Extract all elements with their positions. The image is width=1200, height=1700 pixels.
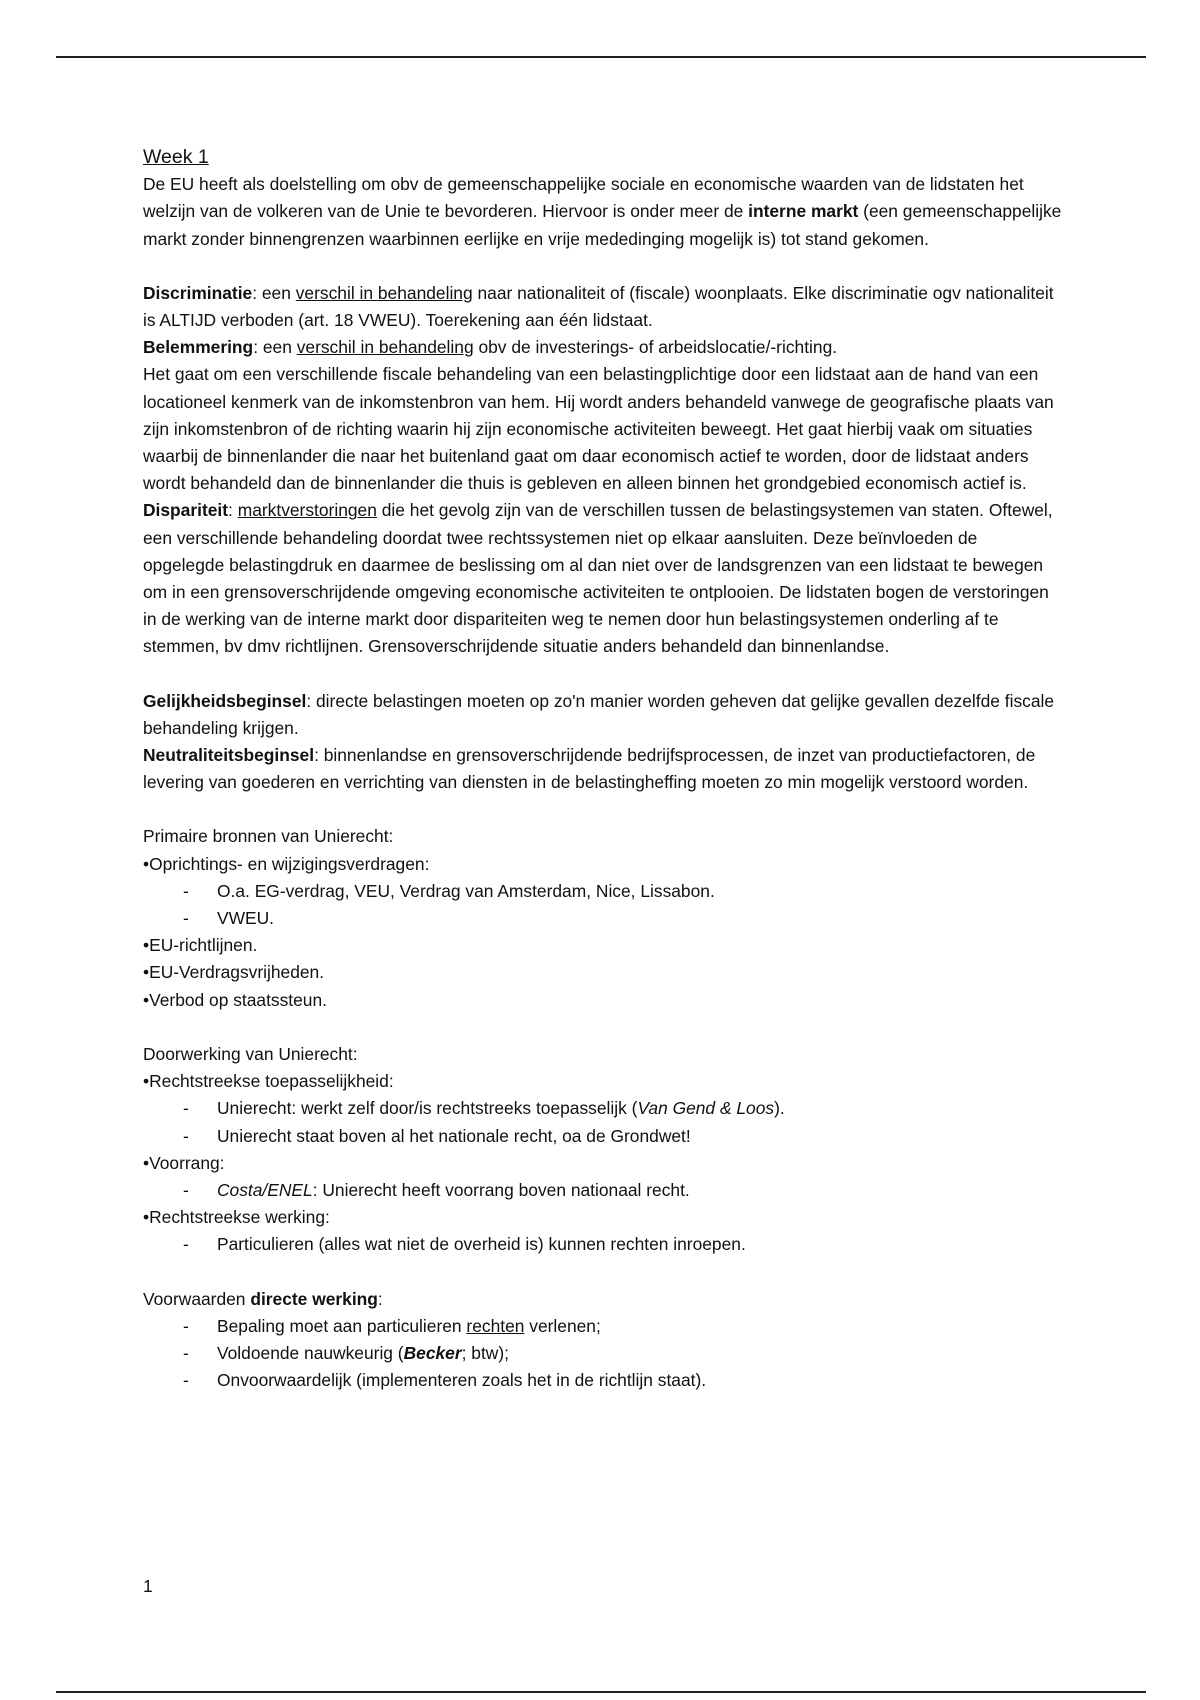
dispariteit-sep: : — [228, 500, 238, 521]
list-item: - Onvoorwaardelijk (implementeren zoals het in de richtlijn staat). — [143, 1367, 1063, 1394]
list-item: - Unierecht staat boven al het nationale recht, oa de Grondwet! — [143, 1123, 1063, 1150]
list-item-text: : Unierecht heeft voorrang boven nationaal recht. — [312, 1179, 690, 1200]
neutraliteit-paragraph — [143, 742, 1063, 796]
list-item — [143, 1313, 1063, 1340]
discriminatie-underline: verschil in behandeling — [295, 282, 473, 303]
discriminatie-paragraph — [143, 280, 1063, 334]
voorwaarden-text: Voorwaarden — [143, 1288, 251, 1309]
voorwaarden-bold-term: directe werking — [250, 1288, 378, 1309]
intro-bold-term: interne markt — [748, 201, 859, 222]
dispariteit-paragraph — [143, 497, 1063, 660]
list-item: •Verbod op staatssteun. — [143, 989, 327, 1010]
belemmering-sep: : een — [253, 337, 297, 358]
voorwaarden-colon: : — [377, 1288, 383, 1309]
list-item-text: ). — [774, 1098, 785, 1119]
dispariteit-text: die het gevolg zijn van de verschillen tussen de belastingsystemen van staten. Oftewel, een verschillende behandeling doordat twee rechtssystemen niet op elkaar aansluiten. Deze beïnvloeden de opgelegde belastingdruk en daarmee de beslissing om al dan niet over de landsgrenzen van een lidstaat te bewegen om in een grensoverschrijdende omgeving economische activiteiten te ontplooien. De lidstaten bogen de verstoringen in de werking van de interne markt door dispariteiten weg te nemen door hun belastingsystemen onderling af te stemmen, bv dmv richtlijnen. Grensoverschrijdende situatie anders behandeld dan binnenlandse. — [143, 500, 1053, 657]
neutraliteit-text: : binnenlandse en grensoverschrijdende bedrijfsprocessen, de inzet van productiefactoren, de levering van goederen en verrichting van diensten in de belastingheffing moeten zo min mogelijk verstoord worden. — [143, 745, 1036, 793]
page-title: Week 1 — [143, 146, 209, 168]
list-item — [143, 1177, 1063, 1204]
document-body — [143, 144, 1063, 1394]
discriminatie-term: Discriminatie — [143, 282, 253, 303]
belemmering-term: Belemmering — [143, 337, 254, 358]
belemmering-explanation: Het gaat om een verschillende fiscale behandeling van een belastingplichtige door een lidstaat aan de hand van een locationeel kenmerk van de inkomstenbron van hem. Hij wordt anders behandeld vanwege de geografische plaats van zijn inkomstenbron of de richting waarin hij zijn economische activiteiten beweegt. Het gaat hierbij vaak om situaties waarbij de binnenlander die naar het buitenland gaat om daar economisch actief te worden, door de lidstaat anders wordt behandeld dan de binnenlander die thuis is gebleven en alleen binnen het grondgebied economisch actief is. — [143, 364, 1054, 494]
bronnen-heading: Primaire bronnen van Unierecht: — [143, 826, 394, 847]
list-item: •Oprichtings- en wijzigingsverdragen: — [143, 853, 430, 874]
dispariteit-term: Dispariteit — [143, 500, 229, 521]
list-item: •EU-Verdragsvrijheden. — [143, 962, 325, 983]
gelijkheid-paragraph — [143, 688, 1063, 742]
case-name: Costa/ENEL — [217, 1179, 313, 1200]
intro-paragraph — [143, 171, 1063, 253]
list-item: - Particulieren (alles wat niet de overheid is) kunnen rechten inroepen. — [143, 1231, 1063, 1258]
discriminatie-sep: : een — [252, 282, 296, 303]
header-rule — [56, 56, 1146, 58]
list-item-text: Bepaling moet aan particulieren — [217, 1315, 467, 1336]
belemmering-paragraph — [143, 334, 1063, 361]
case-name: Becker — [403, 1342, 462, 1363]
list-item: - O.a. EG-verdrag, VEU, Verdrag van Amsterdam, Nice, Lissabon. — [143, 878, 1063, 905]
case-name: Van Gend & Loos — [637, 1098, 775, 1119]
neutraliteit-term: Neutraliteitsbeginsel — [143, 745, 315, 766]
list-item: •Voorrang: — [143, 1152, 225, 1173]
gelijkheid-text: : directe belastingen moeten op zo'n manier worden geheven dat gelijke gevallen dezelfde fiscale behandeling krijgen. — [143, 690, 1055, 738]
dispariteit-underline: marktverstoringen — [237, 500, 377, 521]
belemmering-text: obv de investerings- of arbeidslocatie/-richting. — [473, 337, 838, 358]
underlined-term: rechten — [466, 1315, 525, 1336]
footer-rule — [56, 1691, 1146, 1693]
voorwaarden-heading — [143, 1286, 1063, 1313]
list-item-text: ; btw); — [461, 1342, 509, 1363]
list-item: •Rechtstreekse werking: — [143, 1207, 330, 1228]
discriminatie-text: naar nationaliteit of (fiscale) woonplaats. Elke discriminatie ogv nationaliteit is ALTIJD verboden (art. 18 VWEU). Toerekening aan één lidstaat. — [143, 282, 1054, 331]
list-item-text: verlenen; — [524, 1315, 601, 1336]
belemmering-underline: verschil in behandeling — [296, 337, 474, 358]
list-item: •Rechtstreekse toepasselijkheid: — [143, 1071, 394, 1092]
list-item: •EU-richtlijnen. — [143, 935, 258, 956]
list-item — [143, 1340, 1063, 1367]
intro-text-end: (een gemeenschappelijke markt zonder binnengrenzen waarbinnen eerlijke en vrije mededinging mogelijk is) tot stand gekomen. — [143, 201, 1062, 249]
page-number: 1 — [143, 1576, 153, 1596]
list-item: - VWEU. — [143, 905, 1063, 932]
list-item — [143, 1095, 1063, 1122]
gelijkheid-term: Gelijkheidsbeginsel — [143, 690, 307, 711]
doorwerking-heading: Doorwerking van Unierecht: — [143, 1043, 358, 1064]
list-item-text: Unierecht: werkt zelf door/is rechtstreeks toepasselijk ( — [217, 1098, 638, 1119]
list-item-text: Voldoende nauwkeurig ( — [217, 1342, 404, 1363]
intro-text: De EU heeft als doelstelling om obv de gemeenschappelijke sociale en economische waarden van de lidstaten het welzijn van de volkeren van de Unie te bevorderen. Hiervoor is onder meer de — [143, 174, 1024, 222]
